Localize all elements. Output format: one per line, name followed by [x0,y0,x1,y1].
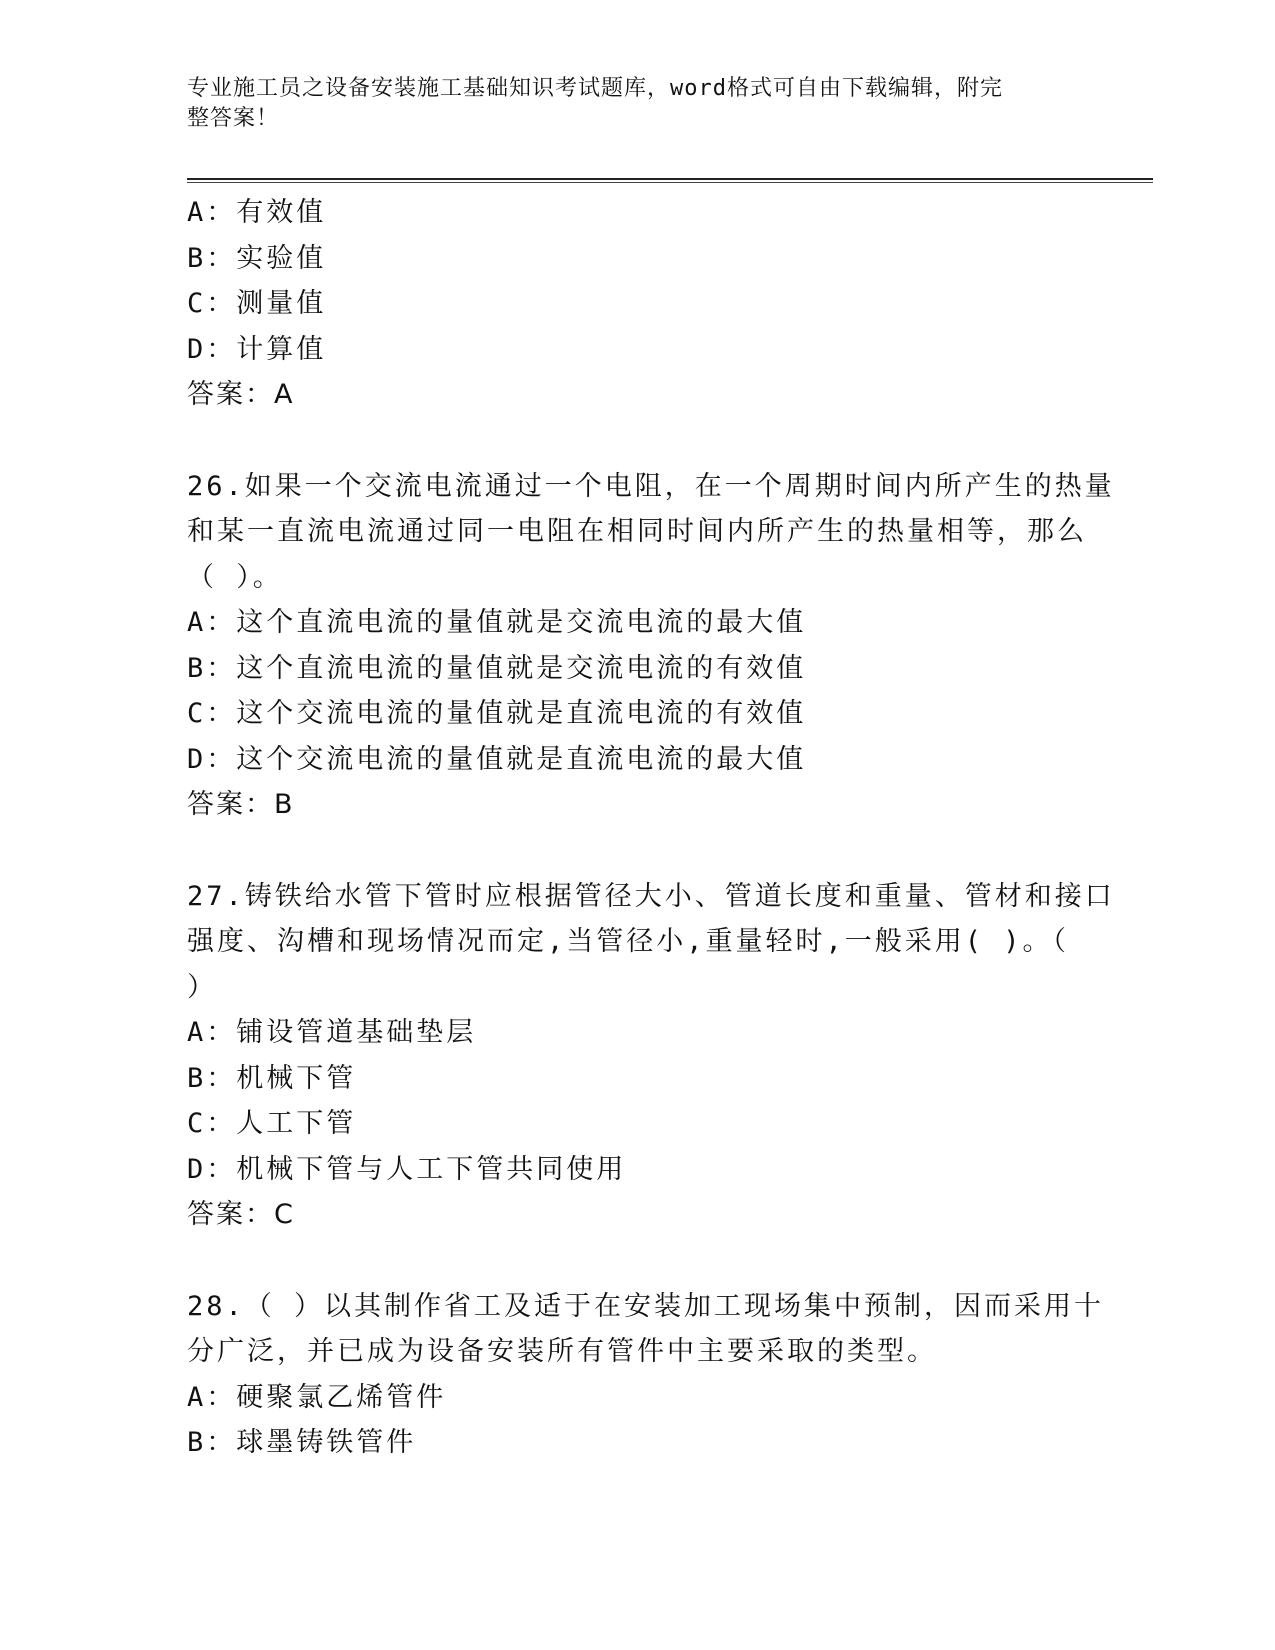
option-c: C：测量值 [187,288,327,319]
question-stem-line: ） [187,971,217,1003]
option-a: A：硬聚氯乙烯管件 [187,1381,447,1413]
option-a: A：这个直流电流的量值就是交流电流的最大值 [187,607,807,638]
question-26 [187,464,1115,828]
answer: 答案：C [187,1199,295,1230]
question-25 [187,190,1087,418]
question-stem-line: 28.（ ）以其制作省工及适于在安装加工现场集中预制，因而采用十 [187,1290,1105,1322]
option-d: D：机械下管与人工下管共同使用 [187,1153,627,1185]
option-d: D：这个交流电流的量值就是直流电流的最大值 [187,743,807,775]
header-divider-thick [187,178,1153,180]
header-divider-thin [187,182,1153,183]
question-stem-line: 26.如果一个交流电流通过一个电阻，在一个周期时间内所产生的热量 [187,470,1115,502]
question-list [187,190,1115,1466]
option-b: B：球墨铸铁管件 [187,1427,417,1458]
option-d: D：计算值 [187,333,327,365]
question-stem-line: （ ）。 [187,561,283,593]
option-a: A：铺设管道基础垫层 [187,1017,477,1048]
option-c: C：这个交流电流的量值就是直流电流的有效值 [187,698,807,729]
option-b: B：实验值 [187,242,327,274]
answer: 答案：B [187,789,295,820]
header-line-2: 整答案！ [187,106,280,131]
question-stem-line: 和某一直流电流通过同一电阻在相同时间内所产生的热量相等，那么 [187,516,1087,547]
option-b: B：这个直流电流的量值就是交流电流的有效值 [187,652,807,684]
question-stem-line: 27.铸铁给水管下管时应根据管径大小、管道长度和重量、管材和接口 [187,880,1115,912]
option-a: A：有效值 [187,197,327,228]
document-header [187,74,1067,134]
question-stem-line: 分广泛，并已成为设备安装所有管件中主要采取的类型。 [187,1336,937,1367]
header-line-1: 专业施工员之设备安装施工基础知识考试题库，word格式可自由下载编辑，附完 [187,76,1003,101]
answer: 答案：A [187,379,295,410]
option-b: B：机械下管 [187,1062,357,1094]
question-27 [187,874,1115,1238]
question-28 [187,1284,1105,1466]
spacer [187,1238,1087,1284]
spacer [187,828,1087,874]
spacer [187,418,1087,464]
question-stem-line: 强度、沟槽和现场情况而定,当管径小,重量轻时,一般采用( )。（ [187,926,1070,957]
option-c: C：人工下管 [187,1108,357,1139]
